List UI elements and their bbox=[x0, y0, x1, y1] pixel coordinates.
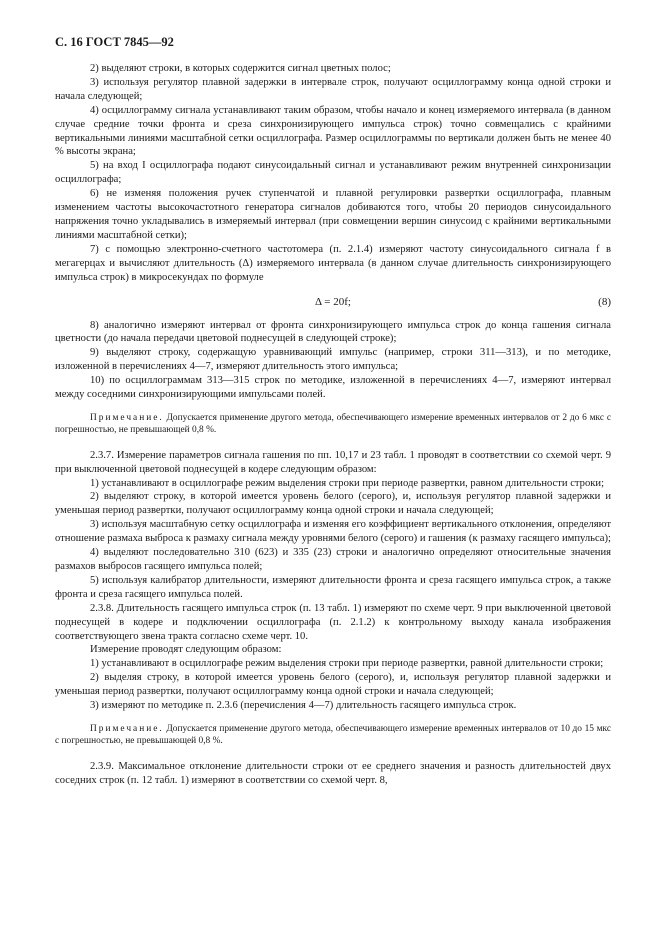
paragraph: 10) по осциллограммам 313—315 строк по методике, изложенной в перечислениях 4—7, измеряют интервал между соседними синхронизирующими импульсами полей. bbox=[55, 375, 611, 401]
paragraph: 9) выделяют строку, содержащую уравнивающий импульс (например, строки 311—313), и по методике, изложенной в перечислениях 4—7, измеряют длительность этого импульса; bbox=[55, 347, 611, 373]
paragraph: 2) выделяют строку, в которой имеется уровень белого (серого), и, используя регулятор плавной задержки и уменьшая период развертки, получают осциллограмму конца одной строки и начала следующей; bbox=[55, 491, 611, 517]
document-page bbox=[55, 34, 611, 788]
paragraph: 4) выделяют последовательно 310 (623) и 335 (23) строки и аналогично определяют относительные значения размахов выбросов гасящего импульса полей; bbox=[55, 547, 611, 572]
paragraph: 2) выделяя строку, в которой имеется уровень белого (серого), и, используя регулятор плавной задержки и уменьшая период развертки, получают осциллограмму конца одной строки и начала следующей; bbox=[55, 672, 611, 698]
paragraph: 3) используя масштабную сетку осциллографа и изменяя его коэффициент вертикального отклонения, определяют отношение размаха выброса к размаху сигнала между уровнями белого (серого) и гашения (к размаху гасящего импульса); bbox=[55, 519, 611, 545]
paragraph: 1) устанавливают в осциллографе режим выделения строки при периоде развертки, равном длительности строки; bbox=[90, 477, 605, 489]
formula-8 bbox=[55, 295, 611, 309]
note-text: Допускается применение другого метода, обеспечивающего измерение временных интервалов от 10 до 15 мкс с погрешностью, не превышающей 0,8 %. bbox=[55, 723, 611, 747]
block-1 bbox=[55, 62, 611, 285]
note-1 bbox=[55, 412, 611, 437]
formula-number: (8) bbox=[598, 295, 611, 308]
paragraph: 7) с помощью электронно-счетного частотомера (п. 2.1.4) измеряют частоту синусоидального сигнала f в мегагерцах и вычисляют длительность (Δ) измеряемого интервала (в данном случае длительность синхронизирующего импульса строк) в микросекундах по формуле bbox=[55, 243, 611, 283]
paragraph: 1) устанавливают в осциллографе режим выделения строки при периоде развертки, равной длительности строки; bbox=[90, 658, 604, 670]
paragraph: 2.3.7. Измерение параметров сигнала гашения по пп. 10,17 и 23 табл. 1 проводят в соответствии со схемой черт. 9 при выключенной цветовой поднесущей в кодере следующим образом: bbox=[55, 449, 611, 475]
note-label: Примечание. bbox=[90, 723, 164, 734]
paragraph: Измерение проводят следующим образом: bbox=[90, 644, 282, 656]
paragraph: 4) осциллограмму сигнала устанавливают таким образом, чтобы начало и конец измеряемого интервала (в данном случае средние точки фронта и среза синхронизирующего импульса строк) точно совмещались с крайними вертикальными линиями масштабной сетки осциллографа. Размер осциллограммы по вертикали должен быть не менее 40 % высоты экрана; bbox=[55, 104, 611, 158]
paragraph: 2.3.8. Длительность гасящего импульса строк (п. 13 табл. 1) измеряют по схеме черт. 9 при выключенной цветовой поднесущей в кодере и подключении осциллографа (п. 2.1.2) к контрольному выходу канала изображения соответствующего звена тракта согласно схеме черт. 10. bbox=[55, 602, 611, 642]
paragraph: 2.3.9. Максимальное отклонение длительности строки от ее среднего значения и разность длительностей двух соседних строк (п. 12 табл. 1) измеряют в соответствии со схемой черт. 8, bbox=[55, 760, 611, 786]
block-3 bbox=[55, 449, 611, 713]
paragraph: 5) на вход I осциллографа подают синусоидальный сигнал и устанавливают режим внутренней синхронизации осциллографа; bbox=[55, 160, 611, 186]
paragraph: 3) используя регулятор плавной задержки в интервале строк, получают осциллограмму конца одной строки и начала следующей; bbox=[55, 76, 611, 102]
paragraph: 5) используя калибратор длительности, измеряют длительности фронта и среза гасящего импульса строк, а также фронта и среза гасящего импульса полей. bbox=[55, 574, 611, 600]
block-2 bbox=[55, 319, 611, 402]
paragraph: 6) не изменяя положения ручек ступенчатой и плавной регулировки развертки осциллографа, плавным изменением частоты высокочастотного генератора сигналов добиваются того, чтобы 20 периодов синусоидального напряжения точно укладывались в измеряемый интервал (при совмещении вершин синусоид с крайними вертикальными линиями масштабной сетки); bbox=[55, 188, 611, 241]
paragraph: 3) измеряют по методике п. 2.3.6 (перечисления 4—7) длительность гасящего импульса строк. bbox=[90, 700, 517, 712]
note-label: Примечание. bbox=[90, 412, 164, 423]
page-header: С. 16 ГОСТ 7845—92 bbox=[55, 35, 174, 49]
paragraph: 8) аналогично измеряют интервал от фронта синхронизирующего импульса строк до конца гашения сигнала цветности (до начала передачи цветовой поднесущей в следующей строке); bbox=[55, 319, 611, 345]
note-text: Допускается применение другого метода, обеспечивающего измерение временных интервалов от 2 до 6 мкс с погрешностью, не превышающей 0,8 %. bbox=[55, 412, 611, 436]
block-4 bbox=[55, 760, 611, 788]
paragraph: 2) выделяют строки, в которых содержится сигнал цветных полос; bbox=[90, 63, 391, 74]
note-2 bbox=[55, 723, 611, 748]
formula-expression: Δ = 20f; bbox=[315, 295, 351, 308]
